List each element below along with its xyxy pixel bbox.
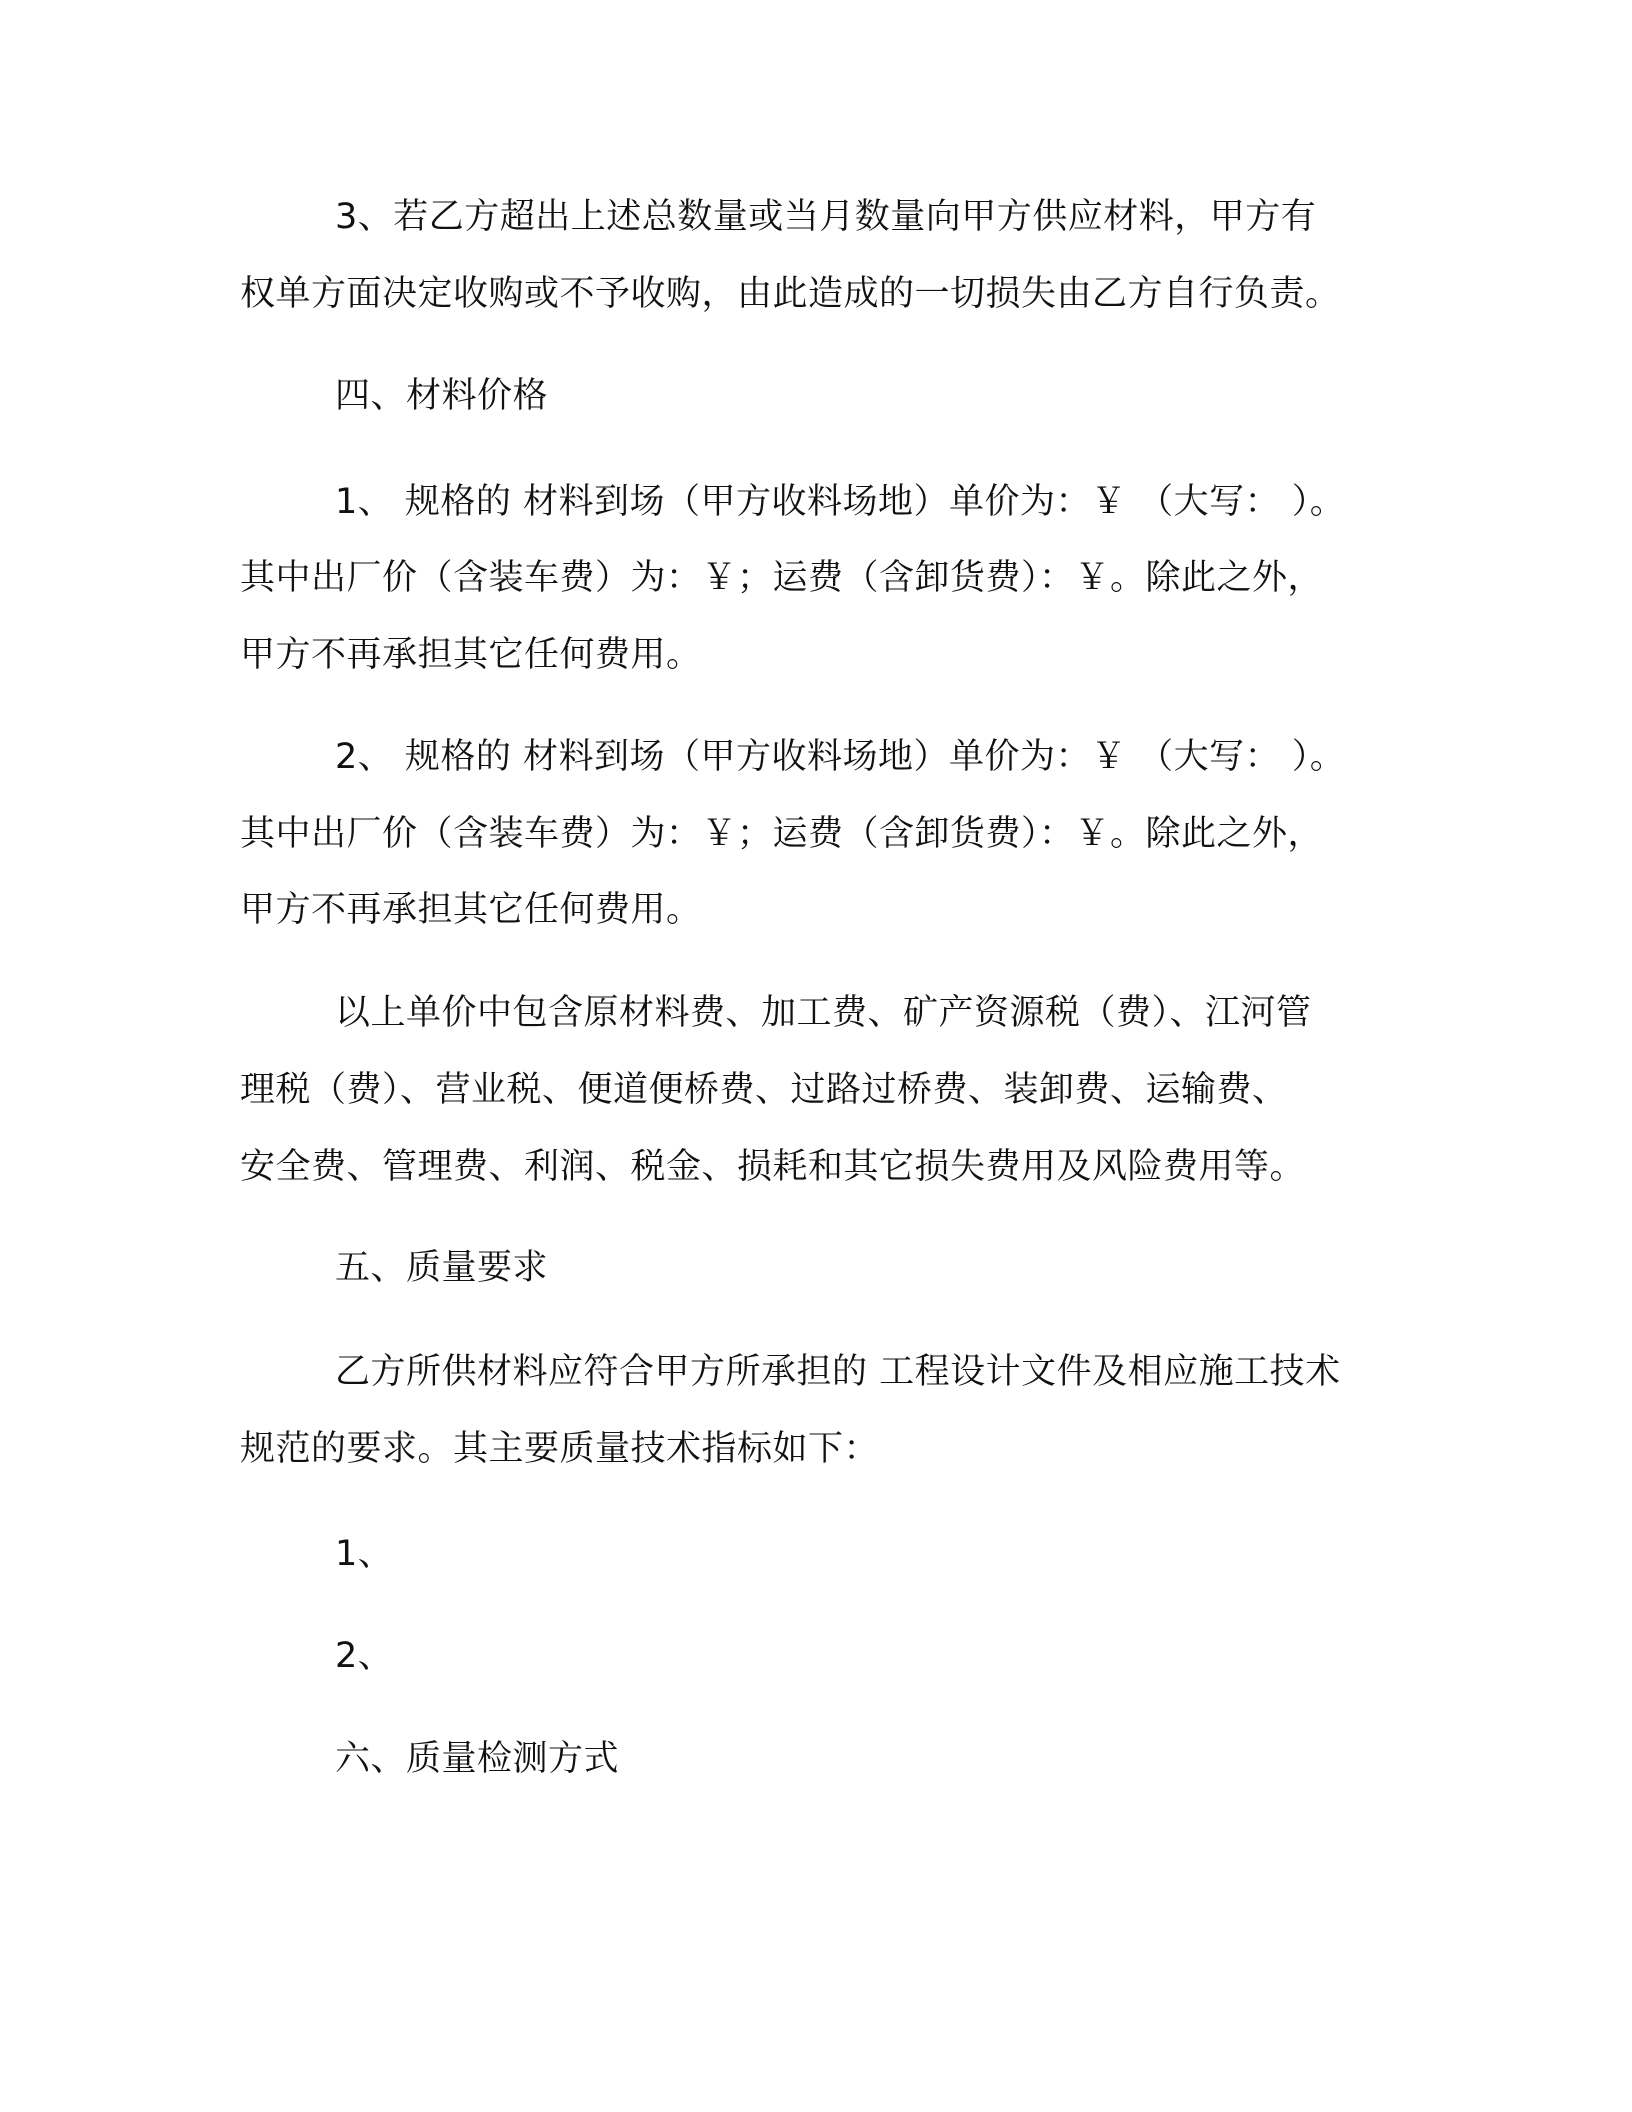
price-item-2-line-2: 其中出厂价（含装车费）为：￥；运费（含卸货费）：￥。除此之外， <box>240 814 1324 854</box>
price-note-line-2: 理税（费）、营业税、便道便桥费、过路过桥费、装卸费、运输费、 <box>240 1070 1288 1110</box>
section-5-heading: 五、质量要求 <box>335 1248 549 1288</box>
price-item-1-line-2: 其中出厂价（含装车费）为：￥；运费（含卸货费）：￥。除此之外， <box>240 558 1324 598</box>
price-item-2-line-1: 2、 规格的 材料到场（甲方收料场地）单价为：￥ （大写： ）。 <box>335 737 1346 777</box>
quality-item-1: 1、 <box>335 1534 394 1574</box>
clause-3-line-2: 权单方面决定收购或不予收购，由此造成的一切损失由乙方自行负责。 <box>240 274 1341 314</box>
section-4-heading: 四、材料价格 <box>335 376 549 416</box>
section-6-heading: 六、质量检测方式 <box>335 1739 620 1779</box>
quality-item-2: 2、 <box>335 1636 394 1676</box>
quality-intro-line-1: 乙方所供材料应符合甲方所承担的 工程设计文件及相应施工技术 <box>335 1352 1341 1392</box>
price-item-1-line-3: 甲方不再承担其它任何费用。 <box>240 635 702 675</box>
quality-intro-line-2: 规范的要求。其主要质量技术指标如下： <box>240 1429 880 1469</box>
price-item-2-line-3: 甲方不再承担其它任何费用。 <box>240 890 702 930</box>
price-note-line-1: 以上单价中包含原材料费、加工费、矿产资源税（费）、江河管 <box>335 993 1312 1033</box>
clause-3-line-1: 3、若乙方超出上述总数量或当月数量向甲方供应材料，甲方有 <box>335 197 1317 237</box>
price-item-1-line-1: 1、 规格的 材料到场（甲方收料场地）单价为：￥ （大写： ）。 <box>335 482 1346 522</box>
price-note-line-3: 安全费、管理费、利润、税金、损耗和其它损失费用及风险费用等。 <box>240 1147 1306 1187</box>
